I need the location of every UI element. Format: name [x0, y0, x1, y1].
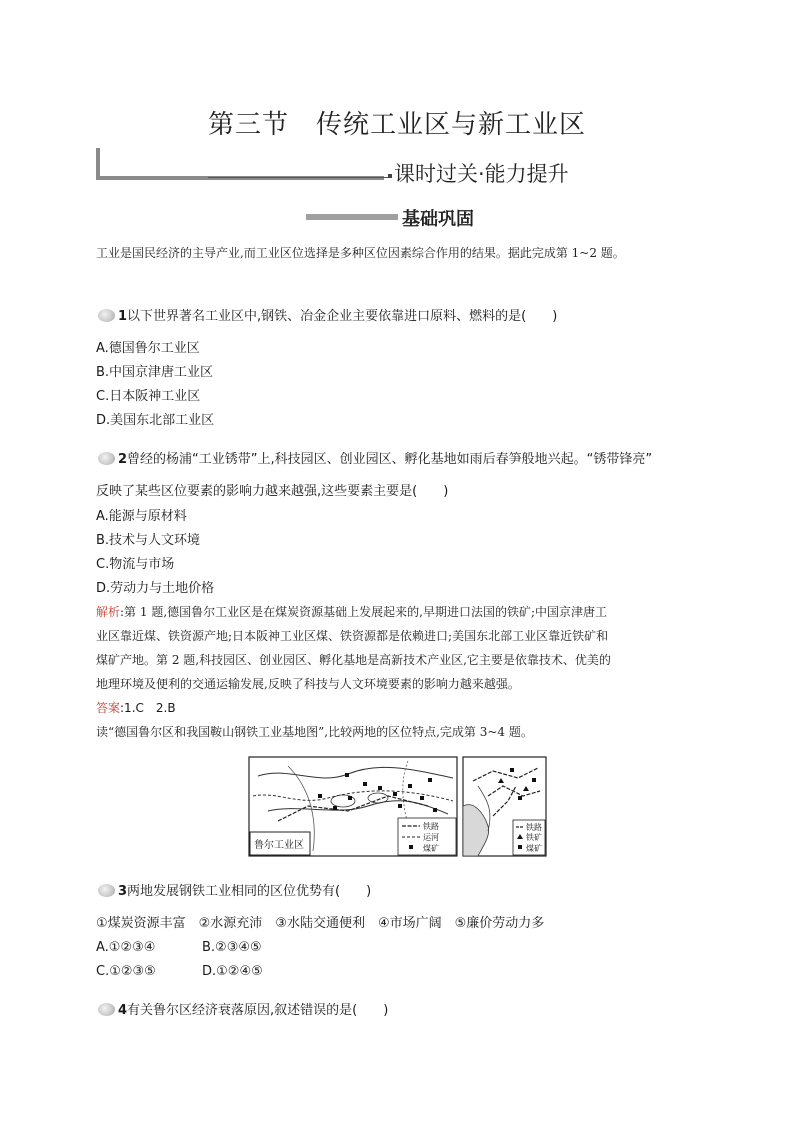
question-1: [96, 307, 557, 327]
banner-thin-rule: [208, 177, 388, 178]
question-bullet-icon: [98, 309, 115, 322]
answer-text: :1.C 2.B: [120, 701, 176, 715]
intro-paragraph-2: 读“德国鲁尔区和我国鞍山钢铁工业基地图”,比较两地的区位特点,完成第 3~4 题。: [96, 725, 533, 739]
question-stem: 以下世界著名工业区中,钢铁、冶金企业主要依靠进口原料、燃料的是( ): [127, 309, 558, 324]
option-c: C.日本阪神工业区: [96, 389, 201, 404]
banner-dot: [388, 174, 392, 178]
question-number: 3: [118, 884, 128, 899]
option-a: A.①②③④: [96, 940, 156, 955]
option-c: C.①②③⑤: [96, 964, 156, 979]
question-stem: 曾经的杨浦“工业锈带”上,科技园区、创业园区、孵化基地如雨后春笋般地兴起。“锈带锋亮”: [127, 452, 653, 467]
ruhr-legend-canal: 运河: [423, 833, 439, 842]
option-b: B.技术与人文环境: [96, 533, 201, 548]
anshan-legend-coal: 煤矿: [526, 844, 542, 853]
anshan-legend-railway: 铁路: [526, 823, 542, 832]
option-a: A.能源与原材料: [96, 509, 187, 524]
page-title: 第三节 传统工业区与新工业区: [207, 110, 586, 140]
question-4: [96, 1001, 388, 1021]
analysis-block: [96, 600, 696, 696]
banner-title: 课时过关·能力提升: [394, 162, 569, 186]
map-figure: [248, 756, 548, 858]
option-d: D.劳动力与土地价格: [96, 581, 215, 596]
question-2: [96, 450, 652, 470]
ruhr-caption: 鲁尔工业区: [254, 840, 304, 851]
section-banner: [96, 148, 616, 188]
question-bullet-icon: [98, 1003, 115, 1016]
ruhr-legend-railway: 铁路: [423, 822, 439, 831]
ruhr-map: [249, 757, 457, 856]
question-bullet-icon: [98, 452, 115, 465]
question-stem: 有关鲁尔区经济衰落原因,叙述错误的是( ): [127, 1003, 389, 1018]
question-bullet-icon: [98, 884, 115, 897]
question-number: 1: [118, 309, 128, 324]
question-3-factors: ①煤炭资源丰富 ②水源充沛 ③水陆交通便利 ④市场广阔 ⑤廉价劳动力多: [96, 916, 545, 931]
subsection-heading: [306, 206, 506, 230]
analysis-line-2: 业区靠近煤、铁资源产地;日本阪神工业区煤、铁资源都是依赖进口;美国东北部工业区靠近铁矿和: [96, 629, 609, 643]
analysis-line-4: 地理环境及便利的交通运输发展,反映了科技与人文环境要素的影响力越来越强。: [96, 677, 520, 691]
option-d: D.①②④⑤: [202, 964, 263, 979]
option-b: B.②③④⑤: [202, 940, 262, 955]
option-a: A.德国鲁尔工业区: [96, 341, 200, 356]
anshan-map: [463, 757, 546, 856]
subsection-title: 基础巩固: [402, 209, 474, 230]
analysis-text: :第 1 题,德国鲁尔工业区是在煤炭资源基础上发展起来的,早期进口法国的铁矿;中国京津唐工: [120, 605, 607, 619]
question-number: 4: [118, 1003, 128, 1018]
intro-paragraph-1: 工业是国民经济的主导产业,而工业区位选择是多种区位因素综合作用的结果。据此完成第 1~2 题。: [96, 246, 625, 260]
option-c: C.物流与市场: [96, 557, 175, 572]
answer-label: 答案: [96, 701, 121, 715]
analysis-label: 解析: [96, 605, 121, 619]
answer-line: [96, 698, 176, 718]
option-b: B.中国京津唐工业区: [96, 365, 214, 380]
question-number: 2: [118, 452, 128, 467]
ruhr-legend-coal: 煤矿: [423, 844, 439, 853]
analysis-line-3: 煤矿产地。第 2 题,科技园区、创业园区、孵化基地是高新技术产业区,它主要是依靠技术、优美的: [96, 653, 611, 667]
question-2-continuation: 反映了某些区位要素的影响力越来越强,这些要素主要是( ): [96, 484, 449, 499]
analysis-line-1: [96, 600, 696, 624]
question-3: [96, 882, 371, 902]
subsection-bar: [306, 214, 398, 220]
anshan-legend-iron: 铁矿: [526, 833, 542, 842]
question-stem: 两地发展钢铁工业相同的区位优势有( ): [127, 884, 372, 899]
option-d: D.美国东北部工业区: [96, 413, 215, 428]
